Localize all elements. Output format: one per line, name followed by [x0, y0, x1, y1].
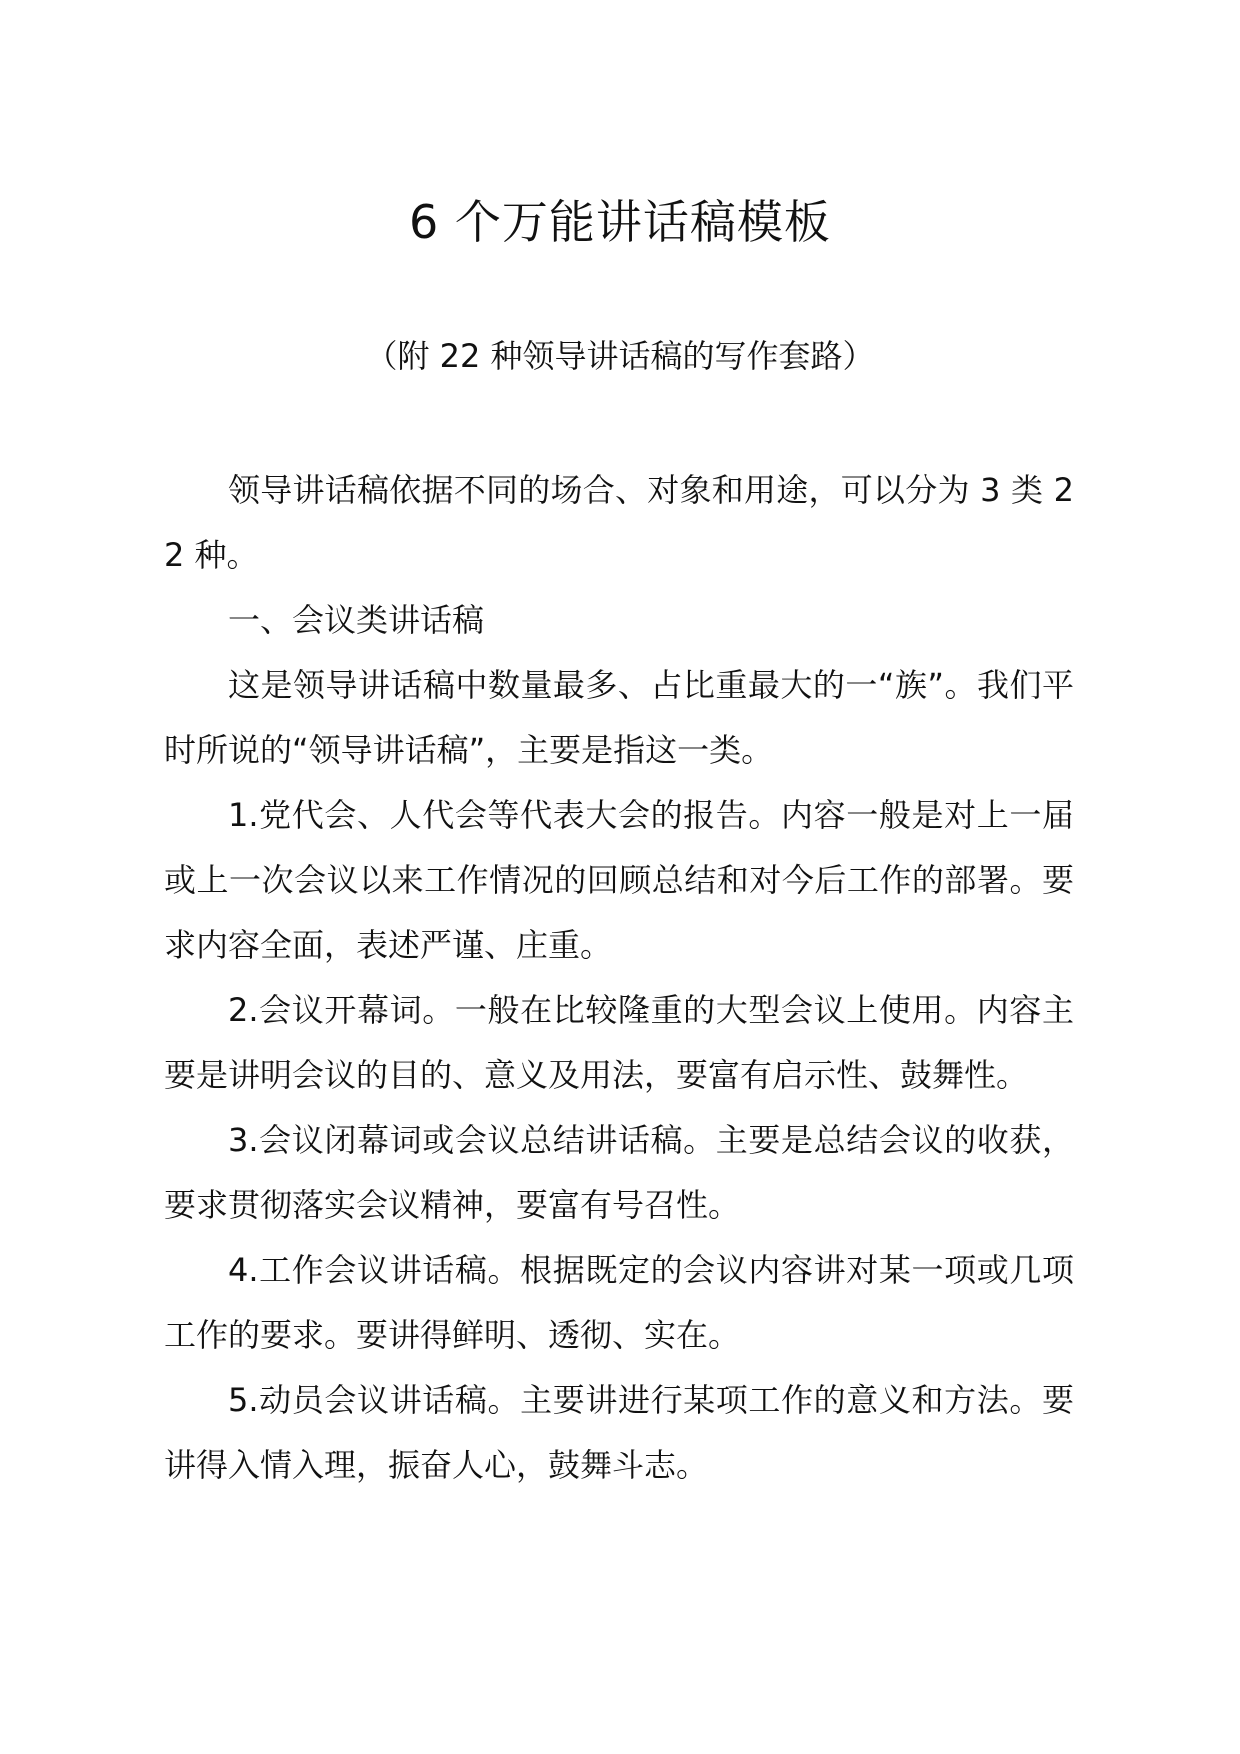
document-body — [164, 458, 1074, 1498]
document-subtitle: （附 22 种领导讲话稿的写作套路） — [365, 337, 875, 375]
paragraph-intro: 领导讲话稿依据不同的场合、对象和用途，可以分为 3 类 22 种。 — [164, 471, 1074, 574]
list-item-2-opening-speech: 2.会议开幕词。一般在比较隆重的大型会议上使用。内容主要是讲明会议的目的、意义及用法，要富有启示性、鼓舞性。 — [164, 991, 1074, 1094]
list-item-5-mobilization-speech: 5.动员会议讲话稿。主要讲进行某项工作的意义和方法。要讲得入情入理，振奋人心，鼓舞斗志。 — [164, 1381, 1074, 1484]
list-item-4-work-meeting-speech: 4.工作会议讲话稿。根据既定的会议内容讲对某一项或几项工作的要求。要讲得鲜明、透彻、实在。 — [164, 1251, 1074, 1354]
list-item-1-congress-report: 1.党代会、人代会等代表大会的报告。内容一般是对上一届或上一次会议以来工作情况的回顾总结和对今后工作的部署。要求内容全面，表述严谨、庄重。 — [164, 796, 1074, 964]
document-title: 6 个万能讲话稿模板 — [409, 195, 831, 249]
paragraph-meeting-speech-overview: 这是领导讲话稿中数量最多、占比重最大的一“族”。我们平时所说的“领导讲话稿”，主要是指这一类。 — [164, 666, 1074, 769]
list-item-3-closing-speech: 3.会议闭幕词或会议总结讲话稿。主要是总结会议的收获，要求贯彻落实会议精神，要富有号召性。 — [164, 1121, 1074, 1224]
section-heading-meeting-speeches: 一、会议类讲话稿 — [228, 601, 485, 639]
